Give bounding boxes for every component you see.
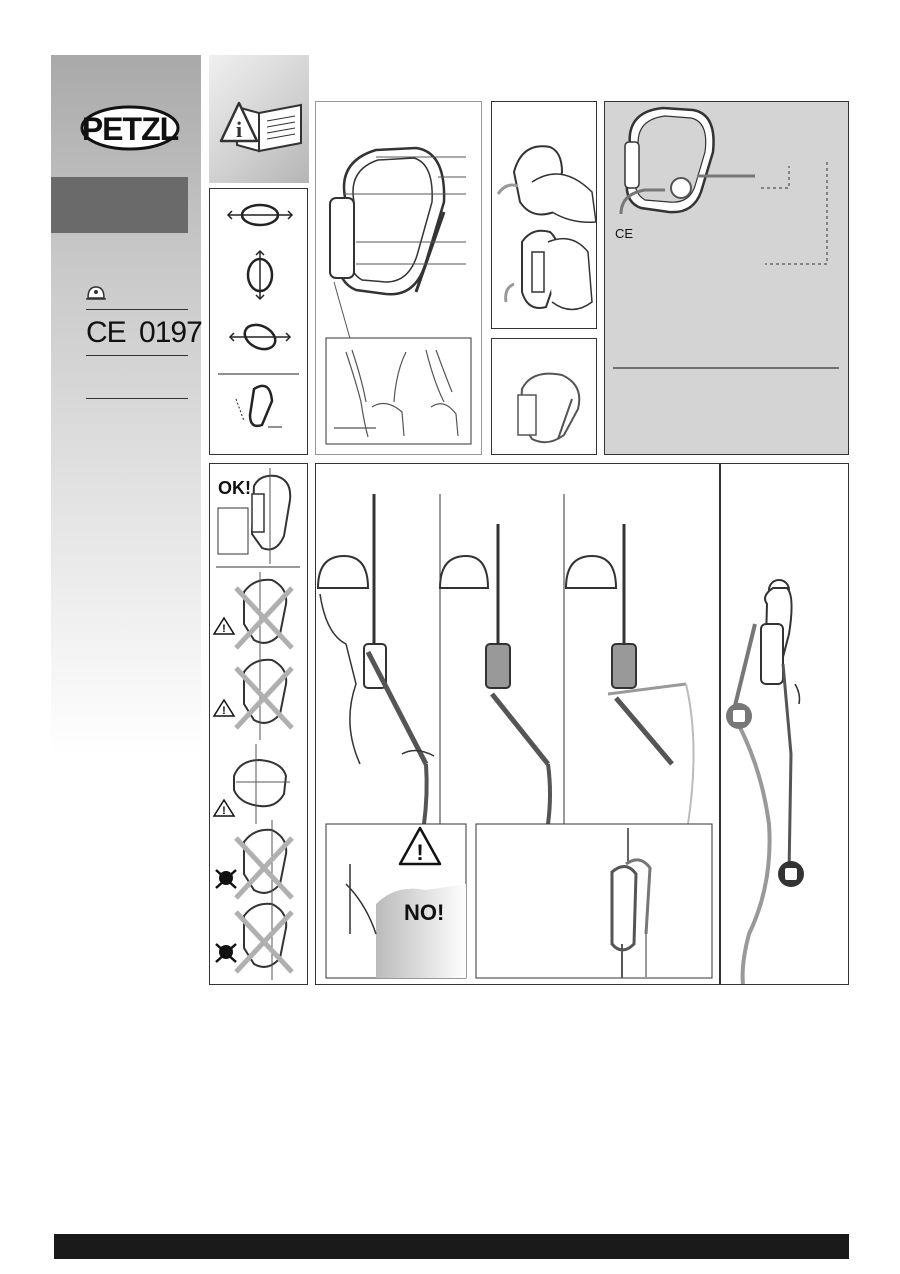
loading-warnings-panel <box>209 463 308 985</box>
usage-panel <box>315 463 720 985</box>
carabiner-markings-diagram <box>625 108 714 212</box>
rope-system-panel <box>720 463 849 985</box>
incorrect-orientation-1 <box>236 572 292 656</box>
carabiner-sketch <box>492 339 596 454</box>
helmet-icon <box>85 283 107 303</box>
info-tab <box>209 55 309 183</box>
notified-body-number: 0197 <box>139 316 202 349</box>
climber-figure-1 <box>318 494 434 824</box>
sidebar <box>51 55 201 755</box>
svg-text:i: i <box>235 117 243 142</box>
brand-logo <box>80 104 180 150</box>
skull-crossbones-icon <box>216 870 236 888</box>
climber-figure-2 <box>440 524 550 824</box>
warning-triangle-icon <box>214 618 234 635</box>
gate-operation-panel <box>491 101 597 329</box>
carabiner-diagram <box>330 148 444 294</box>
ok-label: OK! <box>218 478 251 498</box>
svg-text:!: ! <box>222 705 226 717</box>
warning-triangle-icon <box>214 800 234 817</box>
ce-marking <box>86 316 202 350</box>
divider <box>86 398 188 399</box>
markings-panel <box>604 101 849 455</box>
logo-oval <box>80 104 180 154</box>
gate-opening-icon <box>236 386 282 427</box>
divider <box>86 355 188 356</box>
loading-directions-panel <box>209 188 308 455</box>
thumb-up-icon <box>726 703 752 729</box>
svg-text:!: ! <box>222 623 226 635</box>
hand-gate-sketch <box>492 102 596 328</box>
no-label: NO! <box>404 900 445 925</box>
warning-triangle-icon <box>214 700 234 717</box>
load-cross-icon <box>230 320 290 353</box>
incorrect-orientation-5 <box>236 894 292 980</box>
thumb-down-icon <box>778 861 804 887</box>
info-book-icon <box>209 55 309 183</box>
climber-figure-3 <box>566 524 694 824</box>
load-horizontal-icon <box>228 205 292 225</box>
ce-mark-icon: CE <box>615 226 634 241</box>
anatomy-panel <box>315 101 482 455</box>
ce-mark-icon: CE <box>86 316 126 349</box>
skull-crossbones-icon <box>216 944 236 962</box>
svg-text:!: ! <box>416 840 424 865</box>
carabiner-photo-panel <box>491 338 597 455</box>
incorrect-orientation-3 <box>234 744 290 824</box>
logo-text: PETZL <box>81 111 179 147</box>
divider <box>86 309 188 310</box>
incorrect-orientation-4 <box>236 820 292 904</box>
svg-text:!: ! <box>222 805 226 817</box>
footer-bar <box>54 1234 849 1259</box>
incorrect-orientation-2 <box>236 652 292 740</box>
sidebar-band <box>51 177 188 233</box>
load-vertical-icon <box>248 251 272 299</box>
